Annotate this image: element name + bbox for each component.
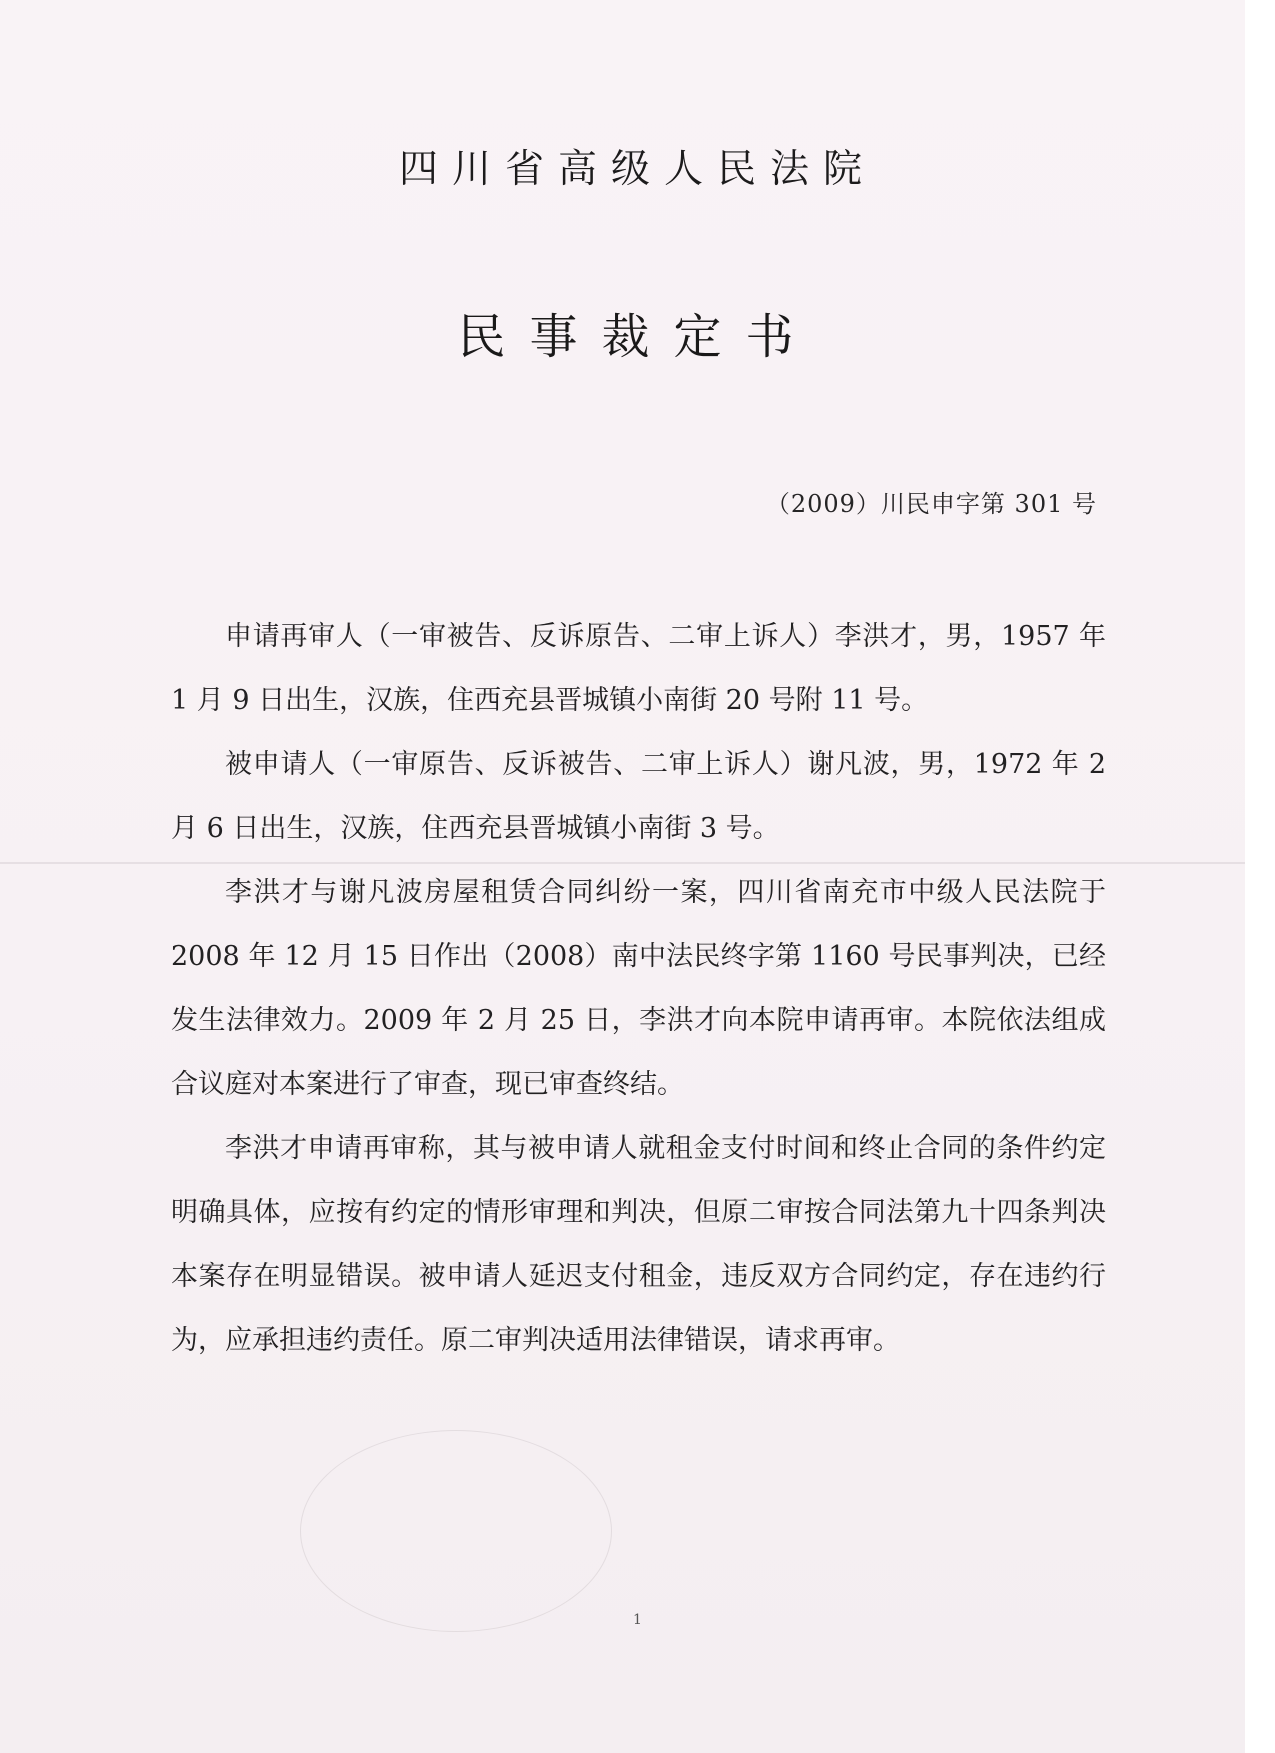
court-name: 四川省高级人民法院 [398,147,876,192]
faint-stamp-impression [300,1430,612,1632]
document-body [171,605,1106,1373]
page-number: 1 [633,1612,642,1628]
paragraph-retrial-claim: 李洪才申请再审称，其与被申请人就租金支付时间和终止合同的条件约定明确具体，应按有约定的情形审理和判决，但原二审按合同法第九十四条判决本案存在明显错误。被申请人延迟支付租金，违反双方合同约定，存在违约行为，应承担违约责任。原二审判决适用法律错误，请求再审。 [171,1133,1106,1356]
scan-margin [1245,0,1275,1753]
case-number: （2009）川民申字第 301 号 [765,490,1097,518]
paragraph-applicant: 申请再审人（一审被告、反诉原告、二审上诉人）李洪才，男，1957 年 1 月 9 日出生，汉族，住西充县晋城镇小南街 20 号附 11 号。 [171,621,1106,716]
document-title: 民事裁定书 [457,309,818,365]
paragraph-case-background: 李洪才与谢凡波房屋租赁合同纠纷一案，四川省南充市中级人民法院于 2008 年 12 月 15 日作出（2008）南中法民终字第 1160 号民事判决，已经发生法律效力。2009 年 2 月 25 日，李洪才向本院申请再审。本院依法组成合议庭对本案进行了审查，现已审查终结。 [171,877,1106,1100]
paragraph-respondent: 被申请人（一审原告、反诉被告、二审上诉人）谢凡波，男，1972 年 2 月 6 日出生，汉族，住西充县晋城镇小南街 3 号。 [171,749,1106,844]
